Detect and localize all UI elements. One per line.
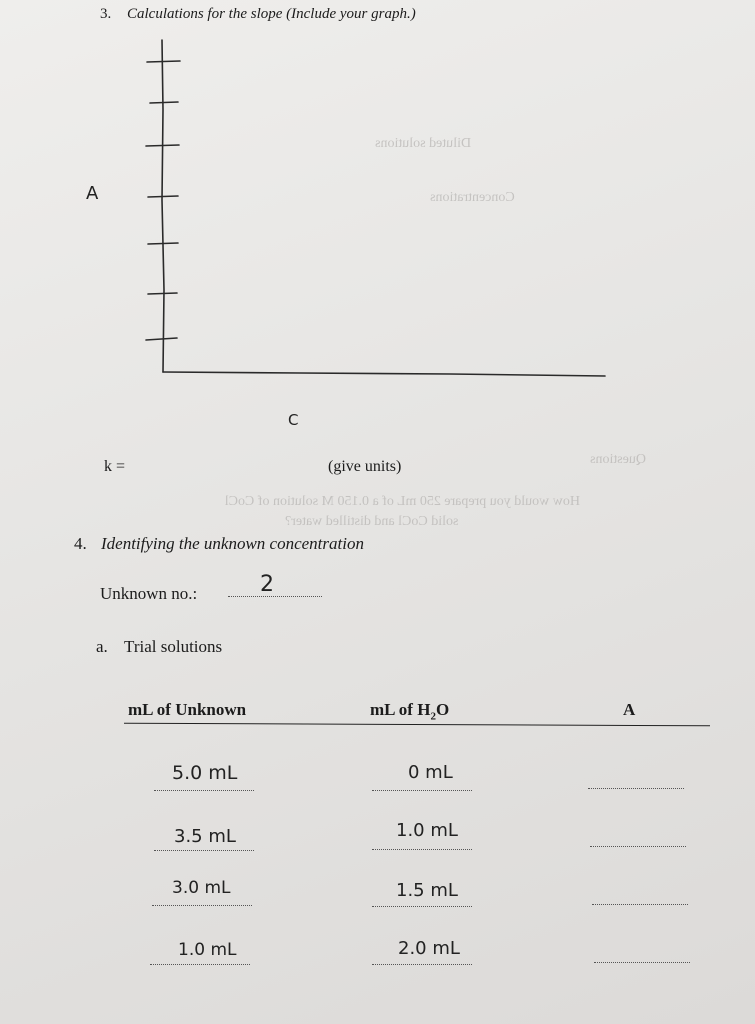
header-rule (124, 723, 710, 727)
bleed-through-text: solid CoCl and distilled water? (285, 514, 459, 529)
k-label: k = (104, 458, 126, 475)
row-4-unknown-blank (150, 964, 250, 965)
row-3-water-blank (372, 906, 472, 907)
row-1-absorbance-blank (588, 788, 684, 789)
bleed-through-text: Concentrations (430, 190, 515, 205)
subsection-title: Trial solutions (124, 637, 223, 656)
header-ml-unknown: mL of Unknown (128, 700, 247, 719)
subsection-letter: a. (96, 637, 108, 656)
section-4-heading (74, 534, 364, 554)
x-axis (163, 372, 605, 376)
unknown-number-blank (228, 596, 322, 597)
row-3-unknown-blank (152, 905, 252, 906)
section-number: 3. (100, 6, 112, 22)
graph-x-label: C (288, 411, 299, 429)
y-axis-ticks (146, 61, 180, 340)
row-2-absorbance-blank (590, 846, 686, 847)
section-title: Identifying the unknown concentration (101, 534, 364, 553)
row-1-unknown-blank (154, 790, 254, 791)
bleed-through-text: Questions (590, 452, 646, 467)
trial-solutions-heading (96, 637, 222, 657)
bleed-through-text: Diluted solutions (375, 136, 472, 151)
row-4-water-blank (372, 964, 472, 965)
y-axis (162, 40, 164, 372)
give-units-label: (give units) (328, 458, 402, 475)
unknown-number-value: 2 (260, 572, 274, 597)
section-number: 4. (74, 534, 87, 553)
header-ml-water: mL of $H_2O$ (370, 700, 450, 723)
row-4-unknown-value: 1.0 mL (178, 940, 237, 960)
row-1-water-blank (372, 790, 472, 791)
row-4-water-value: 2.0 mL (398, 938, 460, 959)
row-2-water-value: 1.0 mL (396, 820, 458, 841)
bleed-through-text: How would you prepare 250 mL of a 0.150 M solution of CoCl (224, 494, 580, 509)
row-3-water-value: 1.5 mL (396, 880, 458, 901)
row-2-unknown-blank (154, 850, 254, 851)
graph-y-label: A (86, 183, 99, 204)
row-2-unknown-value: 3.5 mL (174, 826, 236, 847)
section-title: Calculations for the slope (Include your graph.) (127, 6, 416, 22)
row-2-water-blank (372, 849, 472, 850)
row-3-absorbance-blank (592, 904, 688, 905)
row-4-absorbance-blank (594, 962, 690, 963)
row-3-unknown-value: 3.0 mL (172, 878, 231, 898)
header-absorbance: A (623, 700, 636, 719)
unknown-number-label: Unknown no.: (100, 584, 198, 603)
row-1-water-value: 0 mL (408, 762, 453, 783)
row-1-unknown-value: 5.0 mL (172, 762, 238, 784)
hand-drawn-graph (0, 0, 755, 440)
